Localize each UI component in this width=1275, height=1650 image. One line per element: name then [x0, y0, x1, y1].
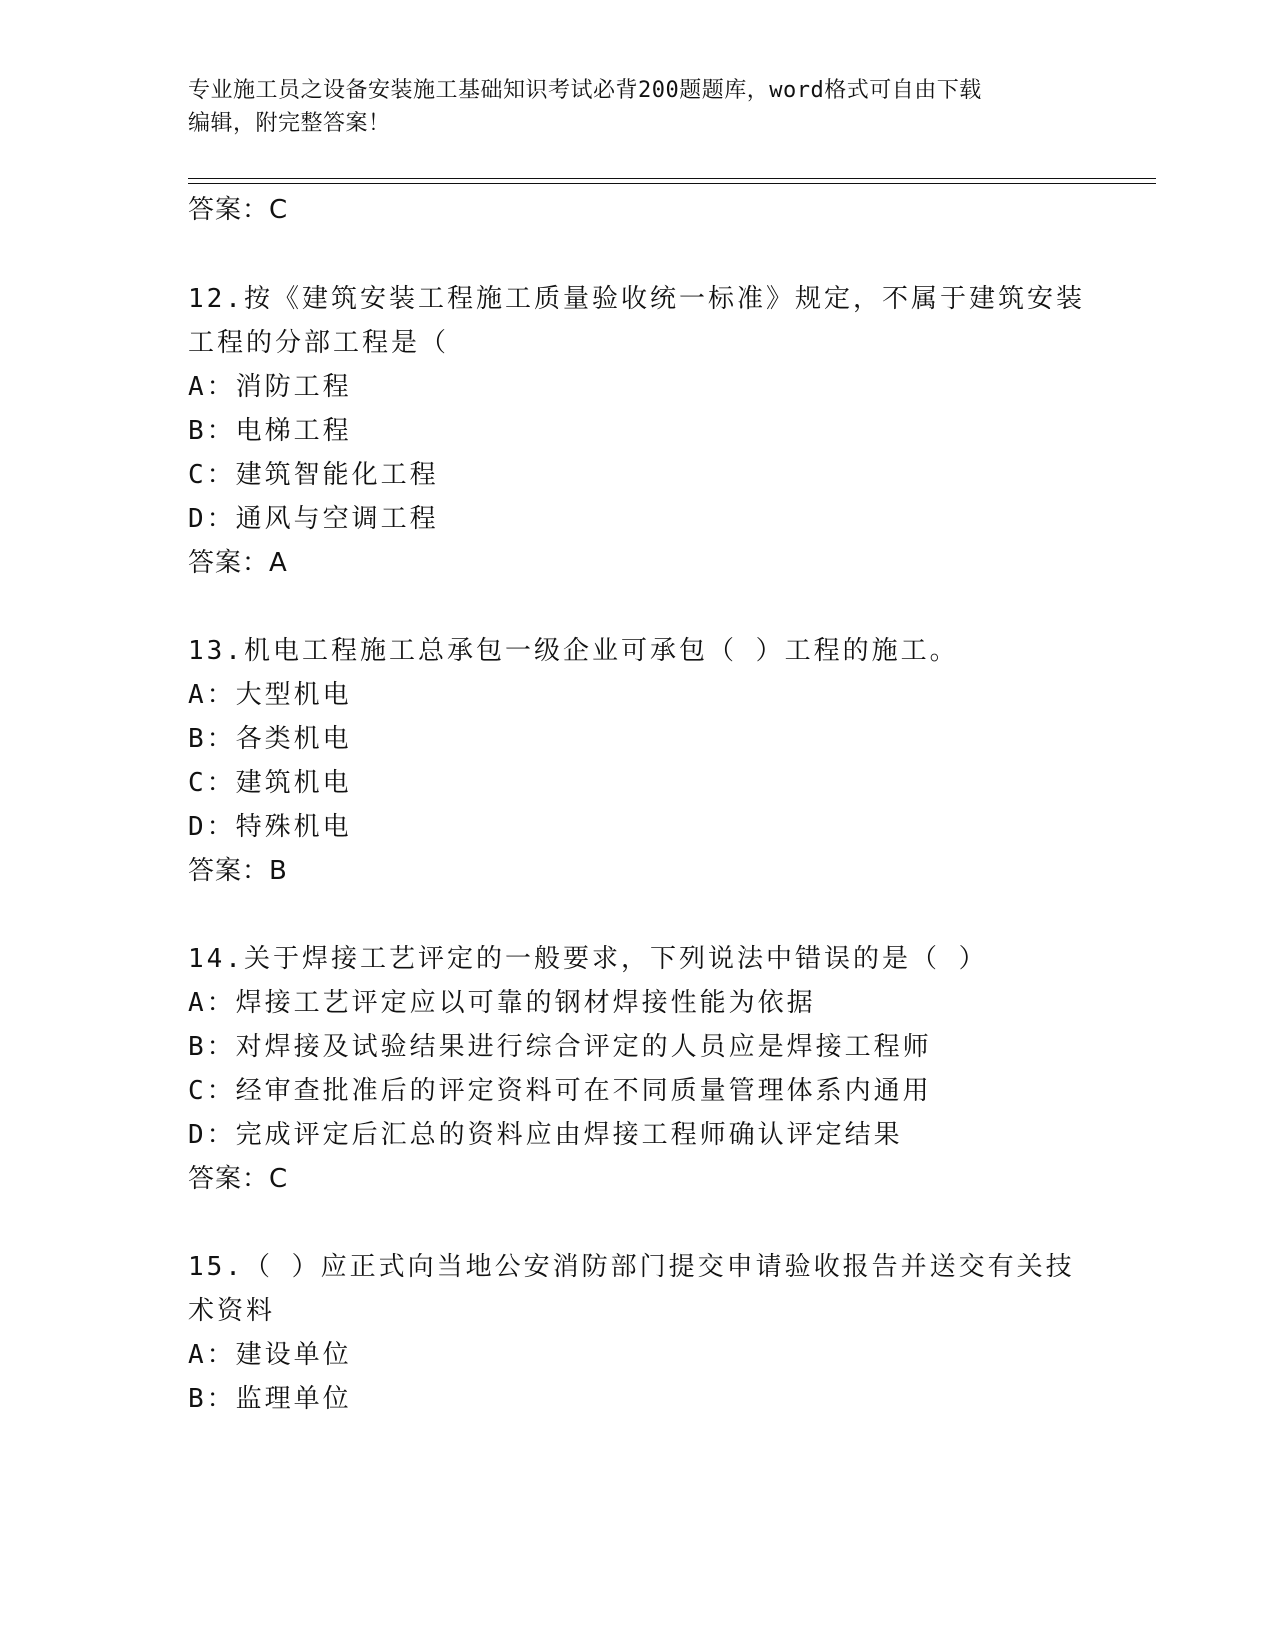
question-15-option-b: B：监理单位 — [188, 1384, 352, 1414]
header-divider-top — [188, 178, 1156, 179]
document-header — [188, 74, 1088, 140]
question-14-option-b: B：对焊接及试验结果进行综合评定的人员应是焊接工程师 — [188, 1032, 932, 1062]
question-15-option-a: A：建设单位 — [188, 1340, 352, 1370]
question-14-answer: 答案：C — [188, 1164, 289, 1194]
question-14-stem-line-1: 14.关于焊接工艺评定的一般要求，下列说法中错误的是（ ） — [188, 944, 988, 974]
header-divider-bottom — [188, 183, 1156, 184]
question-15-stem-line-1: 15.（ ）应正式向当地公安消防部门提交申请验收报告并送交有关技 — [188, 1252, 1075, 1282]
question-14-option-c: C：经审查批准后的评定资料可在不同质量管理体系内通用 — [188, 1076, 932, 1106]
question-12-option-a: A：消防工程 — [188, 372, 352, 402]
question-13-stem-line-1: 13.机电工程施工总承包一级企业可承包（ ）工程的施工。 — [188, 636, 959, 666]
question-12-stem-line-2: 工程的分部工程是（ — [188, 328, 450, 358]
question-13-option-d: D：特殊机电 — [188, 812, 352, 842]
question-13-option-a: A：大型机电 — [188, 680, 352, 710]
question-13-option-c: C：建筑机电 — [188, 768, 352, 798]
question-13-answer: 答案：B — [188, 856, 288, 886]
header-line-1: 专业施工员之设备安装施工基础知识考试必背200题题库，word格式可自由下载 — [188, 78, 982, 103]
question-12-option-c: C：建筑智能化工程 — [188, 460, 439, 490]
header-line-2: 编辑，附完整答案！ — [188, 111, 391, 136]
previous-answer: 答案：C — [188, 195, 289, 225]
question-13-option-b: B：各类机电 — [188, 724, 352, 754]
question-12-option-d: D：通风与空调工程 — [188, 504, 439, 534]
question-12-option-b: B：电梯工程 — [188, 416, 352, 446]
question-12-stem-line-1: 12.按《建筑安装工程施工质量验收统一标准》规定，不属于建筑安装 — [188, 284, 1085, 314]
question-14-option-a: A：焊接工艺评定应以可靠的钢材焊接性能为依据 — [188, 988, 816, 1018]
question-14-option-d: D：完成评定后汇总的资料应由焊接工程师确认评定结果 — [188, 1120, 903, 1150]
question-15-stem-line-2: 术资料 — [188, 1296, 276, 1326]
question-12-answer: 答案：A — [188, 548, 288, 578]
